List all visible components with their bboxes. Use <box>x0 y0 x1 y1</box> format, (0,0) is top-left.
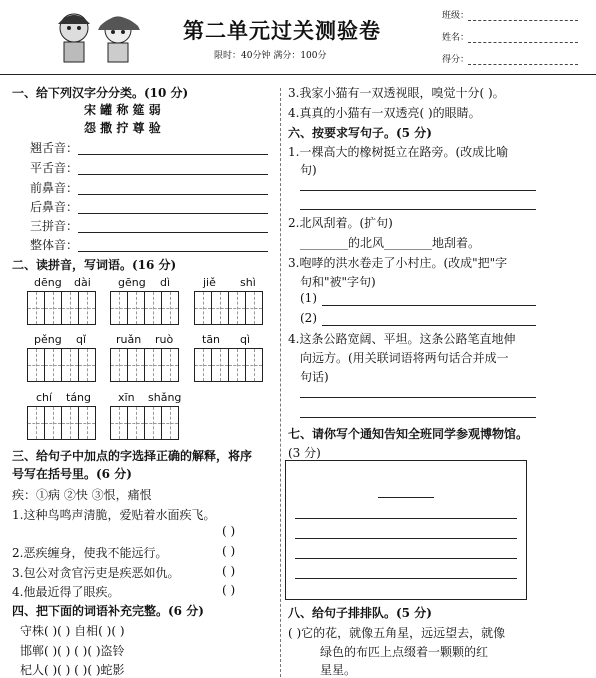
category-label: 翘舌音： <box>30 141 79 155</box>
ordering-sentence-cont: 星星。 <box>320 663 357 677</box>
category-label: 三拼音： <box>30 219 79 233</box>
name-field[interactable] <box>468 42 578 43</box>
question-item-cont: 句) <box>300 163 317 177</box>
pinyin: tān <box>202 333 221 346</box>
pinyin: chí <box>36 391 53 404</box>
ordering-sentence[interactable]: ( )它的花，就像五角星，远远望去，就像 <box>288 626 506 640</box>
notice-writing-box[interactable] <box>285 460 527 600</box>
question-item: 4.这条公路宽阔、平坦。这条公路笔直地伸 <box>288 332 516 346</box>
question-item: 2.北风刮着。(扩句) <box>288 216 393 230</box>
answer-line[interactable] <box>78 251 268 252</box>
section2-title: 二、读拼音，写词语。(16 分) <box>12 258 177 272</box>
writing-grid[interactable] <box>194 291 262 325</box>
section7-score: (3 分) <box>288 446 321 460</box>
idiom-row[interactable]: 杞人( )( ) ( )( )蛇影 <box>20 663 125 677</box>
cartoon-children-illustration <box>42 6 152 64</box>
question-item-cont: 句话) <box>300 370 329 384</box>
writing-grid[interactable] <box>27 291 95 325</box>
pinyin: dài <box>74 276 91 289</box>
pinyin: ruò <box>155 333 174 346</box>
answer-line[interactable] <box>300 209 536 210</box>
pinyin: qì <box>240 333 251 346</box>
answer-line[interactable] <box>295 558 517 559</box>
section1-chars-row2: 怨 撒 拧 尊 验 <box>84 121 161 135</box>
answer-paren[interactable]: ( ) <box>222 524 236 538</box>
question-item: 1.这种鸟鸣声清脆，爱贴着水面疾飞。 <box>12 508 216 522</box>
answer-line[interactable] <box>295 578 517 579</box>
section1-chars-row1: 宋 罐 称 筵 弱 <box>84 103 161 117</box>
answer-line[interactable] <box>295 538 517 539</box>
answer-line[interactable] <box>78 194 268 195</box>
answer-paren[interactable]: ( ) <box>222 544 236 558</box>
category-label: 前鼻音： <box>30 181 79 195</box>
question-item-cont: 向远方。(用关联词语将两句话合并成一 <box>300 351 509 365</box>
notice-title-line[interactable] <box>378 497 434 498</box>
class-label: 班级： <box>442 11 470 21</box>
pinyin: táng <box>66 391 92 404</box>
answer-line[interactable] <box>78 213 268 214</box>
pinyin: gēng <box>118 276 146 289</box>
answer-number: (2) <box>300 311 317 325</box>
name-label: 姓名： <box>442 33 470 43</box>
writing-grid[interactable] <box>194 348 262 382</box>
pinyin: shǎng <box>148 391 182 404</box>
pinyin: ruǎn <box>116 333 142 346</box>
section3-title-cont: 号写在括号里。(6 分) <box>12 467 132 481</box>
answer-line[interactable] <box>295 518 517 519</box>
answer-line[interactable] <box>300 190 536 191</box>
question-item: 2.恶疾缠身，使我不能远行。 <box>12 546 168 560</box>
time-score-info: 限时：40分钟 满分：100分 <box>214 51 327 61</box>
class-field[interactable] <box>468 20 578 21</box>
idiom-row[interactable]: 邯郸( )( ) ( )( )盗铃 <box>20 644 125 658</box>
answer-line[interactable] <box>300 397 536 398</box>
category-label: 整体音： <box>30 238 79 252</box>
ordering-sentence-cont: 绿色的布匹上点缀着一颗颗的红 <box>320 645 489 659</box>
column-divider <box>280 88 281 677</box>
section3-title: 三、给句子中加点的字选择正确的解释，将序 <box>12 449 253 463</box>
answer-line[interactable] <box>322 325 536 326</box>
answer-number: (1) <box>300 291 317 305</box>
writing-grid[interactable] <box>110 291 178 325</box>
category-label: 后鼻音： <box>30 200 79 214</box>
answer-paren[interactable]: ( ) <box>222 583 236 597</box>
question-item: 3.咆哮的洪水卷走了小村庄。(改成"把"字 <box>288 256 508 270</box>
writing-grid[interactable] <box>27 406 95 440</box>
answer-paren[interactable]: ( ) <box>222 564 236 578</box>
pinyin: dì <box>160 276 171 289</box>
pinyin: jiě <box>203 276 216 289</box>
answer-line[interactable] <box>78 232 268 233</box>
question-item: 1.一棵高大的橡树挺立在路旁。(改成比喻 <box>288 145 509 159</box>
question-item: 3.我家小猫有一双透视眼，嗅觉十分( )。 <box>288 86 505 100</box>
answer-line[interactable] <box>78 154 268 155</box>
section4-title: 四、把下面的词语补充完整。(6 分) <box>12 604 204 618</box>
writing-grid[interactable] <box>110 406 178 440</box>
fill-in-sentence[interactable]: ________的北风________地刮着。 <box>300 236 481 250</box>
pinyin: shì <box>240 276 256 289</box>
writing-grid[interactable] <box>27 348 95 382</box>
pinyin: xīn <box>118 391 135 404</box>
section1-title: 一、给下列汉字分分类。(10 分) <box>12 86 189 100</box>
pinyin: qǐ <box>76 333 87 346</box>
pinyin: dēng <box>34 276 62 289</box>
question-item-cont: 句和"被"字句) <box>300 275 376 289</box>
section7-title: 七、请你写个通知告知全班同学参观博物馆。 <box>288 427 529 441</box>
question-item: 4.真真的小猫有一双透亮( )的眼睛。 <box>288 106 481 120</box>
header-divider <box>0 74 596 75</box>
page-title: 第二单元过关测验卷 <box>183 19 381 43</box>
answer-line[interactable] <box>78 174 268 175</box>
definition-options: 疾：①病 ②快 ③恨，痛恨 <box>12 488 152 502</box>
writing-grid[interactable] <box>110 348 178 382</box>
category-label: 平舌音： <box>30 161 79 175</box>
pinyin: pěng <box>34 333 62 346</box>
idiom-row[interactable]: 守株( )( ) 自相( )( ) <box>20 624 125 638</box>
section8-title: 八、给句子排排队。(5 分) <box>288 606 432 620</box>
section6-title: 六、按要求写句子。(5 分) <box>288 126 432 140</box>
answer-line[interactable] <box>300 417 536 418</box>
question-item: 3.包公对贪官污吏是疾恶如仇。 <box>12 566 180 580</box>
question-item: 4.他最近得了眼疾。 <box>12 585 120 599</box>
score-label: 得分： <box>442 55 470 65</box>
answer-line[interactable] <box>322 305 536 306</box>
score-field[interactable] <box>468 64 578 65</box>
